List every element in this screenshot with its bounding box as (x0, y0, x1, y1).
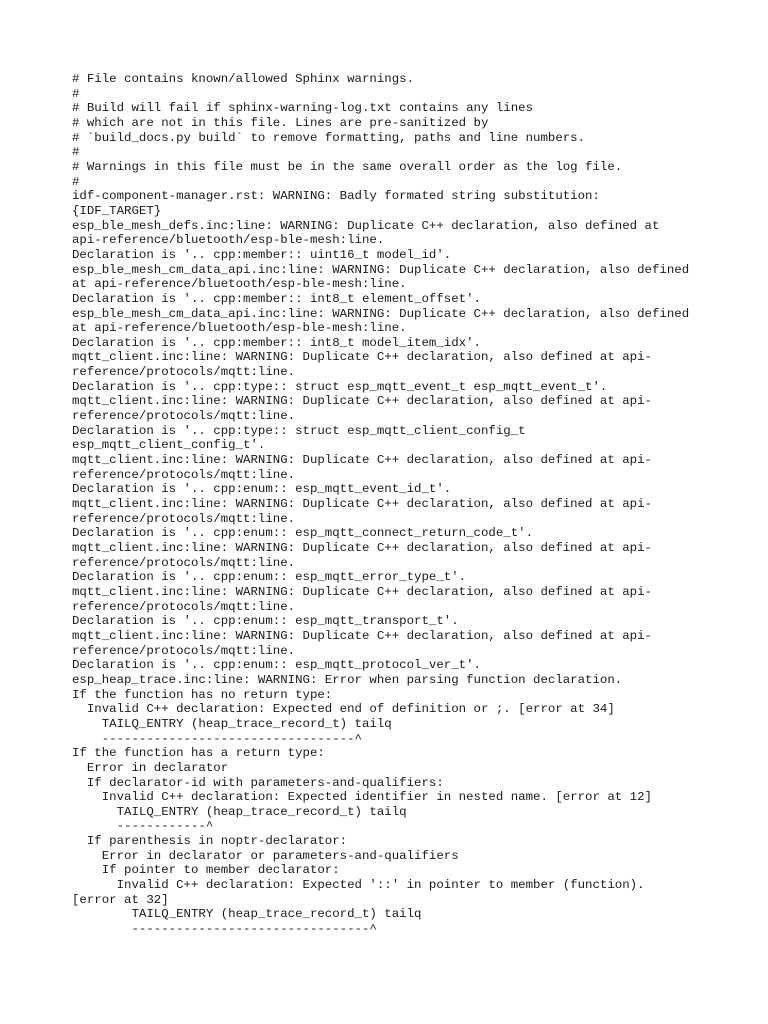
text-line: Declaration is '.. cpp:enum:: esp_mqtt_connect_return_code_t'. (72, 526, 534, 541)
text-line: Declaration is '.. cpp:enum:: esp_mqtt_protocol_ver_t'. (72, 658, 481, 673)
text-line: Declaration is '.. cpp:member:: int8_t element_offset'. (72, 291, 481, 306)
text-line: Declaration is '.. cpp:type:: struct esp_mqtt_client_config_t (72, 423, 526, 438)
text-line: # Build will fail if sphinx-warning-log.txt contains any lines (72, 101, 534, 116)
text-line: mqtt_client.inc:line: WARNING: Duplicate C++ declaration, also defined at api- (72, 394, 652, 409)
text-line: reference/protocols/mqtt:line. (72, 643, 296, 658)
text-line: TAILQ_ENTRY (heap_trace_record_t) tailq (72, 907, 422, 922)
text-line: mqtt_client.inc:line: WARNING: Duplicate C++ declaration, also defined at api- (72, 541, 652, 555)
text-line: If parenthesis in noptr-declarator: (72, 834, 348, 849)
text-line: reference/protocols/mqtt:line. (72, 409, 296, 424)
text-line: Declaration is '.. cpp:type:: struct esp_mqtt_event_t esp_mqtt_event_t'. (72, 379, 608, 394)
text-line: reference/protocols/mqtt:line. (72, 511, 296, 526)
text-line: reference/protocols/mqtt:line. (72, 467, 296, 482)
text-line: # File contains known/allowed Sphinx warnings. (72, 72, 415, 86)
text-line: Declaration is '.. cpp:enum:: esp_mqtt_event_id_t'. (72, 482, 452, 497)
text-line: # (72, 145, 80, 160)
text-line: Declaration is '.. cpp:member:: uint16_t model_id'. (72, 247, 452, 262)
text-line: esp_heap_trace.inc:line: WARNING: Error when parsing function declaration. (72, 672, 623, 687)
text-line: esp_ble_mesh_cm_data_api.inc:line: WARNING: Duplicate C++ declaration, also defined (72, 306, 690, 321)
text-line: mqtt_client.inc:line: WARNING: Duplicate C++ declaration, also defined at api- (72, 497, 652, 512)
text-line: TAILQ_ENTRY (heap_trace_record_t) tailq (72, 716, 392, 731)
text-line: Invalid C++ declaration: Expected '::' in pointer to member (function). (72, 878, 645, 893)
text-line: ----------------------------------^ (72, 731, 362, 746)
text-line: If the function has no return type: (72, 687, 333, 702)
text-line: idf-component-manager.rst: WARNING: Badly formated string substitution: (72, 189, 600, 204)
text-line: # Warnings in this file must be in the same overall order as the log file. (72, 159, 623, 174)
text-line: --------------------------------^ (72, 922, 377, 937)
text-line: mqtt_client.inc:line: WARNING: Duplicate C++ declaration, also defined at api- (72, 350, 652, 365)
text-line: ------------^ (72, 819, 214, 834)
text-line: esp_ble_mesh_cm_data_api.inc:line: WARNING: Duplicate C++ declaration, also defined (72, 262, 690, 277)
text-line: Declaration is '.. cpp:member:: int8_t model_item_idx'. (72, 335, 481, 350)
text-line: reference/protocols/mqtt:line. (72, 365, 296, 380)
text-line: mqtt_client.inc:line: WARNING: Duplicate C++ declaration, also defined at api- (72, 628, 652, 643)
text-line: Declaration is '.. cpp:enum:: esp_mqtt_transport_t'. (72, 614, 459, 629)
text-line: Invalid C++ declaration: Expected end of definition or ;. [error at 34] (72, 702, 615, 717)
text-line: reference/protocols/mqtt:line. (72, 555, 296, 570)
text-line: mqtt_client.inc:line: WARNING: Duplicate C++ declaration, also defined at api- (72, 584, 652, 599)
text-line: # which are not in this file. Lines are pre-sanitized by (72, 115, 489, 130)
text-line: Error in declarator (72, 760, 229, 775)
text-line: # (72, 86, 80, 101)
text-line: # `build_docs.py build` to remove formatting, paths and line numbers. (72, 130, 586, 145)
text-line: Declaration is '.. cpp:enum:: esp_mqtt_error_type_t'. (72, 570, 467, 585)
text-line: reference/protocols/mqtt:line. (72, 599, 296, 614)
text-line: Invalid C++ declaration: Expected identifier in nested name. [error at 12] (72, 790, 652, 805)
text-line: If pointer to member declarator: (72, 863, 340, 878)
text-line: esp_ble_mesh_defs.inc:line: WARNING: Duplicate C++ declaration, also defined at (72, 218, 660, 233)
text-line: If the function has a return type: (72, 746, 325, 761)
text-line: at api-reference/bluetooth/esp-ble-mesh:line. (72, 321, 407, 336)
text-line: TAILQ_ENTRY (heap_trace_record_t) tailq (72, 804, 407, 819)
text-line: {IDF_TARGET} (72, 203, 162, 218)
document-page (72, 72, 712, 937)
text-line: [error at 32] (72, 892, 169, 907)
text-line: # (72, 174, 80, 189)
text-line: Error in declarator or parameters-and-qualifiers (72, 848, 459, 863)
text-line: at api-reference/bluetooth/esp-ble-mesh:line. (72, 277, 407, 292)
text-line: mqtt_client.inc:line: WARNING: Duplicate C++ declaration, also defined at api- (72, 453, 652, 468)
text-line: If declarator-id with parameters-and-qualifiers: (72, 775, 444, 790)
text-line: api-reference/bluetooth/esp-ble-mesh:line. (72, 233, 385, 248)
text-line: esp_mqtt_client_config_t'. (72, 438, 266, 453)
